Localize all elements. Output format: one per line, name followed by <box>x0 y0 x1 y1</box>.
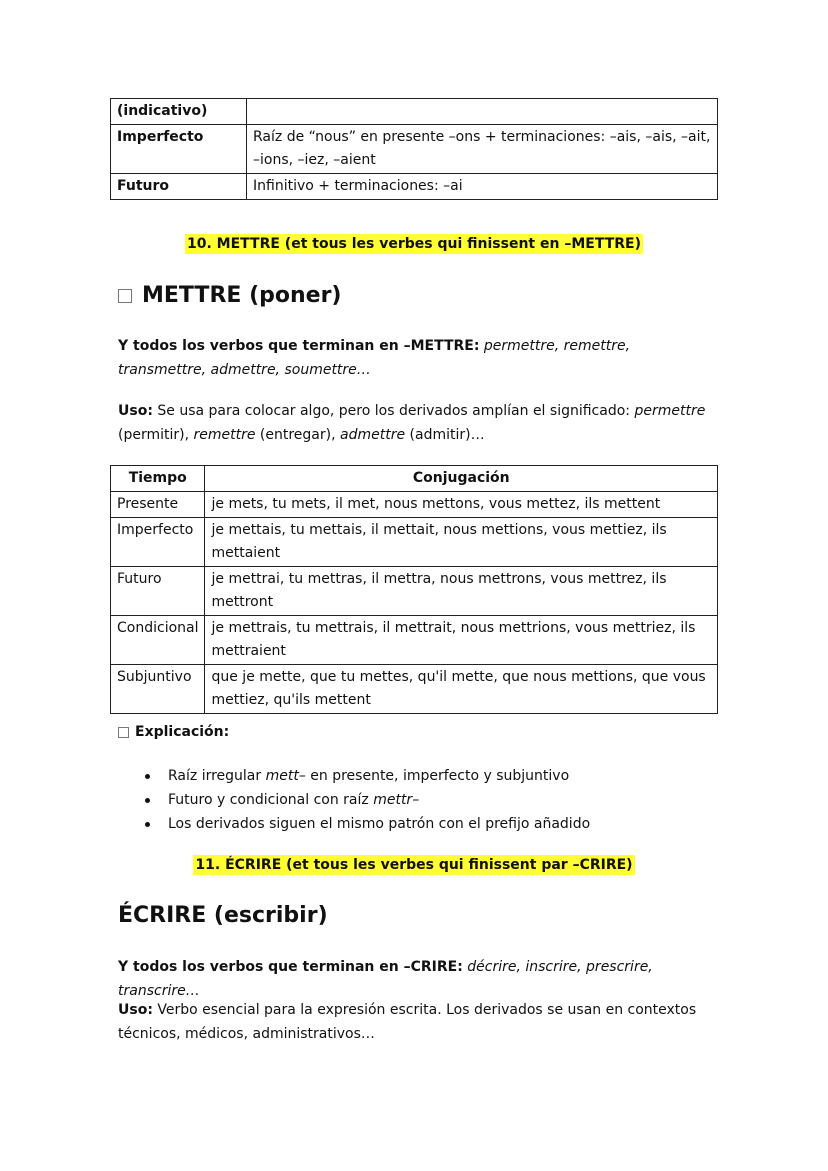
list-item-text: Raíz irregular <box>168 768 262 784</box>
table-row <box>111 616 718 665</box>
mettre-heading-text: METTRE (poner) <box>142 283 342 308</box>
derived-list: permettre, remettre, transmettre, admettre, soumettre… <box>118 338 631 378</box>
uso-text: Se usa para colocar algo, pero los derivados amplían el significado: <box>157 403 630 419</box>
uso-example: permettre <box>634 403 706 419</box>
section-11-title-wrap <box>0 854 828 875</box>
tense-cell: (indicativo) <box>111 99 247 125</box>
bullet-icon <box>145 774 150 779</box>
table-row <box>111 174 718 200</box>
checkbox-icon <box>118 727 129 738</box>
mettre-uso-paragraph <box>118 399 708 447</box>
forms-cell: je mettrai, tu mettras, il mettra, nous mettrons, vous mettrez, ils mettront <box>205 567 718 616</box>
rule-cell: Infinitivo + terminaciones: –ai <box>247 174 718 200</box>
mettre-heading <box>118 283 341 308</box>
uso-gloss: (admitir)… <box>409 427 485 443</box>
explicacion-heading <box>118 724 229 740</box>
ecrire-derived-paragraph <box>118 955 708 1003</box>
rule-cell <box>247 99 718 125</box>
forms-cell: je mettais, tu mettais, il mettait, nous mettions, vous mettiez, ils mettaient <box>205 518 718 567</box>
section-11-title: 11. ÉCRIRE (et tous les verbes qui finissent par –CRIRE) <box>195 857 633 873</box>
list-item-text: Los derivados siguen el mismo patrón con el prefijo añadido <box>168 816 591 832</box>
indicative-rules-table <box>110 98 718 200</box>
column-header: Conjugación <box>205 466 718 492</box>
forms-cell: je mets, tu mets, il met, nous mettons, vous mettez, ils mettent <box>205 492 718 518</box>
bullet-icon <box>145 798 150 803</box>
table-row <box>111 492 718 518</box>
explicacion-label: Explicación: <box>135 724 230 740</box>
forms-cell: que je mette, que tu mettes, qu'il mette, que nous mettions, que vous mettiez, qu'ils mettent <box>205 665 718 714</box>
mettre-derived-paragraph <box>118 334 708 382</box>
list-item-text: en presente, imperfecto y subjuntivo <box>310 768 570 784</box>
tense-cell: Imperfecto <box>111 125 247 174</box>
list-item <box>145 764 590 788</box>
section-10-title: 10. METTRE (et tous les verbes qui finissent en –METTRE) <box>187 236 641 252</box>
list-item-text: Futuro y condicional con raíz <box>168 792 369 808</box>
list-item <box>145 812 590 836</box>
explicacion-list <box>145 764 590 836</box>
tense-cell: Condicional <box>111 616 205 665</box>
tense-cell: Imperfecto <box>111 518 205 567</box>
list-item <box>145 788 590 812</box>
table-row <box>111 567 718 616</box>
uso-label: Uso: <box>118 403 153 419</box>
derived-list: décrire, inscrire, prescrire, transcrire… <box>118 959 653 999</box>
table-row <box>111 125 718 174</box>
uso-gloss: (entregar), <box>259 427 336 443</box>
section-10-title-wrap <box>0 233 828 254</box>
checkbox-icon <box>118 289 132 303</box>
tense-cell: Presente <box>111 492 205 518</box>
column-header: Tiempo <box>111 466 205 492</box>
ecrire-heading <box>118 903 328 928</box>
derived-label: Y todos los verbos que terminan en –METTRE: <box>118 338 480 354</box>
ecrire-uso-paragraph <box>118 998 708 1046</box>
tense-cell: Subjuntivo <box>111 665 205 714</box>
tense-cell: Futuro <box>111 567 205 616</box>
forms-cell: je mettrais, tu mettrais, il mettrait, nous mettrions, vous mettriez, ils mettraient <box>205 616 718 665</box>
uso-label: Uso: <box>118 1002 153 1018</box>
uso-example: admettre <box>340 427 406 443</box>
table-row <box>111 518 718 567</box>
table-row <box>111 99 718 125</box>
table-header-row <box>111 466 718 492</box>
table-row <box>111 665 718 714</box>
ecrire-heading-text: ÉCRIRE (escribir) <box>118 903 328 928</box>
tense-cell: Futuro <box>111 174 247 200</box>
uso-text: Verbo esencial para la expresión escrita. Los derivados se usan en contextos técnicos, médicos, administrativos… <box>118 1002 697 1042</box>
uso-gloss: (permitir), <box>118 427 190 443</box>
derived-label: Y todos los verbos que terminan en –CRIRE: <box>118 959 463 975</box>
mettre-conjugation-table <box>110 465 718 714</box>
rule-cell: Raíz de “nous” en presente –ons + terminaciones: –ais, –ais, –ait, –ions, –iez, –aient <box>247 125 718 174</box>
uso-example: remettre <box>193 427 256 443</box>
bullet-icon <box>145 822 150 827</box>
list-item-italic: mettr– <box>373 792 420 808</box>
list-item-italic: mett– <box>265 768 306 784</box>
